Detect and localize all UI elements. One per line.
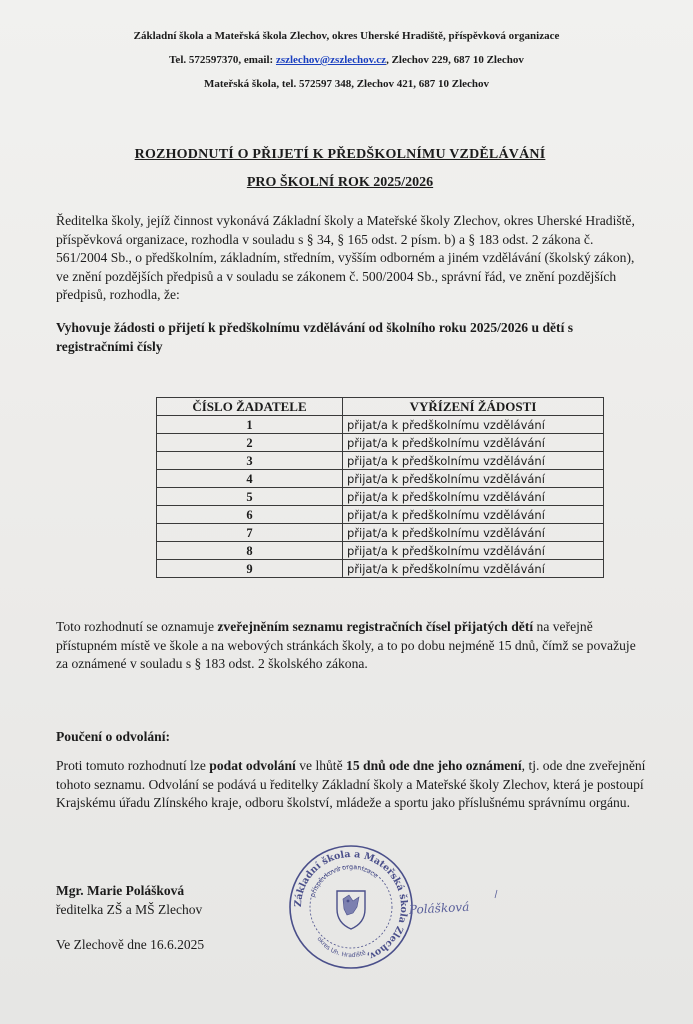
signature-stroke <box>495 890 497 898</box>
header-address: , Zlechov 229, 687 10 Zlechov <box>386 54 524 66</box>
decision-paragraph: Vyhovuje žádosti o přijetí k předškolnímu vzdělávání od školního roku 2025/2026 u dětí s registračními čísly <box>56 320 574 354</box>
stamp-bottom-text <box>316 936 368 959</box>
request-result: přijat/a k předškolnímu vzdělávání <box>343 470 604 488</box>
header-line-2 <box>0 54 693 66</box>
column-header-applicant: ČÍSLO ŽADATELE <box>157 398 343 416</box>
appeal-paragraph <box>56 757 648 813</box>
applicant-number: 3 <box>157 452 343 470</box>
request-result: přijat/a k předškolnímu vzdělávání <box>343 452 604 470</box>
announcement-text-2: na veřejně přístupném místě ve škole a na webových stránkách školy, a to po dobu nejméně 15 dnů, čímž se považuje za oznámené v souladu s § 183 odst. 2 školského zákona. <box>56 619 636 671</box>
signatory-role: ředitelka ZŠ a MŠ Zlechov <box>56 902 203 917</box>
applicant-number: 7 <box>157 524 343 542</box>
applicant-number: 6 <box>157 506 343 524</box>
registration-table <box>156 397 604 578</box>
school-stamp <box>287 843 415 971</box>
document-date: Ve Zlechově dne 16.6.2025 <box>56 937 205 952</box>
coat-of-arms-icon <box>337 891 365 929</box>
intro-paragraph: Ředitelka školy, jejíž činnost vykonává Základní školy a Mateřské školy Zlechov, okres Uherské Hradiště, příspěvková organizace, rozhodla v souladu s § 34, § 165 odst. 2 písm. b) a § 183 odst. 2 zákona č. 561/2004 Sb., o předškolním, základním, středním, vyšším odborném a jiném vzdělávání (školský zákon), ve znění pozdějších předpisů a v souladu se zákonem č. 500/2004 Sb., správní řád, ve znění pozdějších předpisů, rozhodla, že: <box>56 213 635 302</box>
stamp-outer-textpath: Základní škola a Mateřská škola Zlechov, <box>292 848 410 963</box>
table-header-row <box>157 398 604 416</box>
table-row <box>157 470 604 488</box>
header-line-3: Mateřská škola, tel. 572597 348, Zlechov 421, 687 10 Zlechov <box>203 78 490 90</box>
applicant-number: 5 <box>157 488 343 506</box>
table-row <box>157 434 604 452</box>
appeal-emphasis-2: 15 dnů ode dne jeho oznámení <box>346 758 522 773</box>
table-row <box>157 506 604 524</box>
document-title: ROZHODNUTÍ O PŘIJETÍ K PŘEDŠKOLNÍMU VZDĚLÁVÁNÍ <box>134 147 546 162</box>
applicant-number: 2 <box>157 434 343 452</box>
column-header-result: VYŘÍZENÍ ŽÁDOSTI <box>343 398 604 416</box>
table-row <box>157 542 604 560</box>
school-year-title: PRO ŠKOLNÍ ROK 2025/2026 <box>246 175 434 190</box>
table-row <box>157 416 604 434</box>
request-result: přijat/a k předškolnímu vzdělávání <box>343 542 604 560</box>
header-line-1: Základní škola a Mateřská škola Zlechov, okres Uherské Hradiště, příspěvková organizace <box>133 30 560 42</box>
handwritten-signature <box>405 882 505 922</box>
appeal-emphasis-1: podat odvolání <box>209 758 296 773</box>
table-row <box>157 488 604 506</box>
announcement-text-1: Toto rozhodnutí se oznamuje <box>56 619 218 634</box>
email-link[interactable]: zszlechov@zszlechov.cz <box>275 54 387 66</box>
stamp-bottom-textpath: okres Uh. Hradiště <box>315 935 367 960</box>
table-row <box>157 560 604 578</box>
signatory-name: Mgr. Marie Polášková <box>56 883 185 898</box>
announcement-emphasis: zveřejněním seznamu registračních čísel přijatých dětí <box>217 619 534 634</box>
appeal-heading: Poučení o odvolání: <box>56 729 171 744</box>
table-row <box>157 452 604 470</box>
announcement-paragraph <box>56 618 648 674</box>
request-result: přijat/a k předškolnímu vzdělávání <box>343 434 604 452</box>
signature-text: Polášková <box>408 899 470 917</box>
applicant-number: 4 <box>157 470 343 488</box>
applicant-number: 1 <box>157 416 343 434</box>
request-result: přijat/a k předškolnímu vzdělávání <box>343 524 604 542</box>
applicant-number: 9 <box>157 560 343 578</box>
appeal-text-3: , tj. ode dne zveřejnění tohoto seznamu. Odvolání se podává u ředitelky Základní školy a Mateřské školy Zlechov, která je postoupí Krajskému úřadu Zlínského kraje, odboru školství, mládeže a sportu jako příslušnému správnímu orgánu. <box>56 758 646 810</box>
stamp-inner-textpath: příspěvková organizace <box>308 862 380 899</box>
request-result: přijat/a k předškolnímu vzdělávání <box>343 488 604 506</box>
header-phone: Tel. 572597370, email: <box>169 54 276 66</box>
applicant-number: 8 <box>157 542 343 560</box>
appeal-text-1: Proti tomuto rozhodnutí lze <box>56 758 210 773</box>
request-result: přijat/a k předškolnímu vzdělávání <box>343 560 604 578</box>
request-result: přijat/a k předškolnímu vzdělávání <box>343 506 604 524</box>
appeal-text-2: ve lhůtě <box>295 758 347 773</box>
table-row <box>157 524 604 542</box>
request-result: přijat/a k předškolnímu vzdělávání <box>343 416 604 434</box>
